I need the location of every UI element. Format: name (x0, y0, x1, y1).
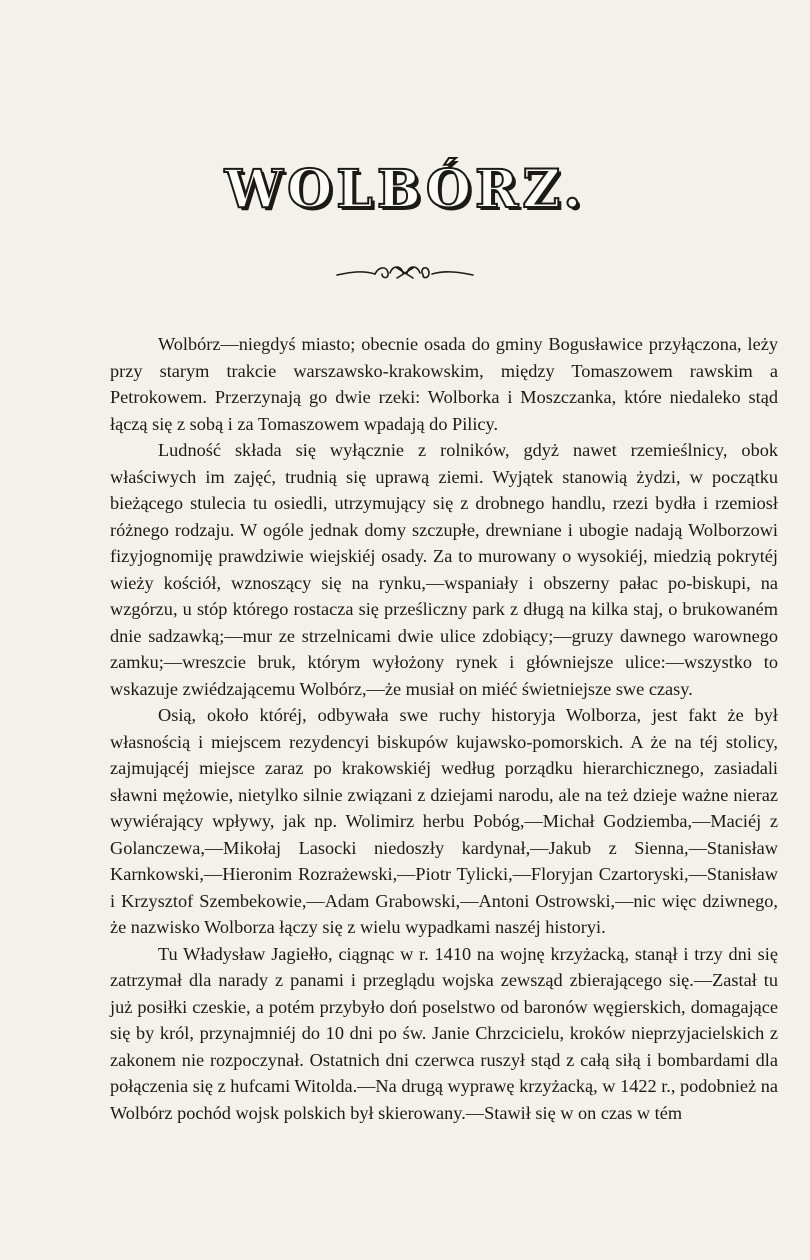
paragraph: Tu Władysław Jagiełło, ciągnąc w r. 1410 na wojnę krzyżacką, stanął i trzy dni się zatrzymał dla narady z panami i przeglądu wojska zewsząd zbierającego się.—Zastał tu już posiłki czeskie, a potém przybyło doń poselstwo od baronów węgierskich, domagające się by król, przynajmniéj do 10 dni po św. Janie Chrzcicielu, kroków nieprzyjacielskich z zakonem nie rozpoczynał. Ostatnich dni czerwca ruszył stąd z całą siłą i bombardami dla połączenia się z hufcami Witolda.—Na drugą wyprawę krzyżacką, w 1422 r., podobnież na Wolbórz pochód wojsk polskich był skierowany.—Stawił się w on czas w tém (110, 943, 778, 1123)
paragraph: Ludność składa się wyłącznie z rolników, gdyż nawet rzemieślnicy, obok właściwych im zajęć, trudnią się uprawą ziemi. Wyjątek stanowią żydzi, w początku bieżącego stulecia tu osiedli, utrzymujący się z drobnego handlu, rzezi bydła i rzemiosł różnego rodzaju. W ogóle jednak domy szczupłe, drewniane i ubogie nadają Wolborzowi fizyjognomiję prawdziwie wiejskiéj osady. Za to murowany o wysokiéj, miedzią pokrytéj wieży kościół, wznoszący się na rynku,—wspaniały i obszerny pałac po-biskupi, na wzgórzu, u stóp którego rostacza się prześliczny park z długą na kilka staj, o brukowaném dnie sadzawką;—mur ze strzelnicami dwie ulice zdobiący;—gruzy dawnego warownego zamku;—wreszcie bruk, którym wyłożony rynek i główniejsze ulice:—wszystko to wskazuje zwiédzającemu Wolbórz,—że musiał on miéć świetniejsze swe czasy. (110, 440, 778, 699)
chapter-title: WOLBÓRZ. (224, 159, 586, 220)
article-body (110, 331, 778, 1126)
ornament-divider (335, 262, 475, 284)
paragraph: Osią, około któréj, odbywała swe ruchy historyja Wolborza, jest fakt że był własnością i miejscem rezydencyi biskupów kujawsko-pomorskich. A że na téj stolicy, zajmującéj miejsce zaraz po krakowskiéj według porządku hierarchicznego, zasiadali sławni mężowie, nietylko silnie związani z dziejami narodu, ale na też dzieje ważne nieraz wywiérający wpływy, jak np. Wolimirz herbu Pobóg,—Michał Godziemba,—Maciéj z Golanczewa,—Mikołaj Lasocki niedoszły kardynał,—Jakub z Sienna,—Stanisław Karnkowski,—Hieronim Rozrażewski,—Piotr Tylicki,—Floryjan Czartoryski,—Stanisław i Krzysztof Szembekowie,—Adam Grabowski,—Antoni Ostrowski,—nic więc dziwnego, że nazwisko Wolborza łączy się z wielu wypadkami naszéj historyi. (110, 705, 778, 937)
paragraph: Wolbórz—niegdyś miasto; obecnie osada do gminy Bogusławice przyłączona, leży przy starym trakcie warszawsko-krakowskim, między Tomaszowem rawskim a Petrokowem. Przerzynają go dwie rzeki: Wolborka i Moszczanka, które niedaleko stąd łączą się z sobą i za Tomaszowem wpadają do Pilicy. (110, 334, 778, 434)
